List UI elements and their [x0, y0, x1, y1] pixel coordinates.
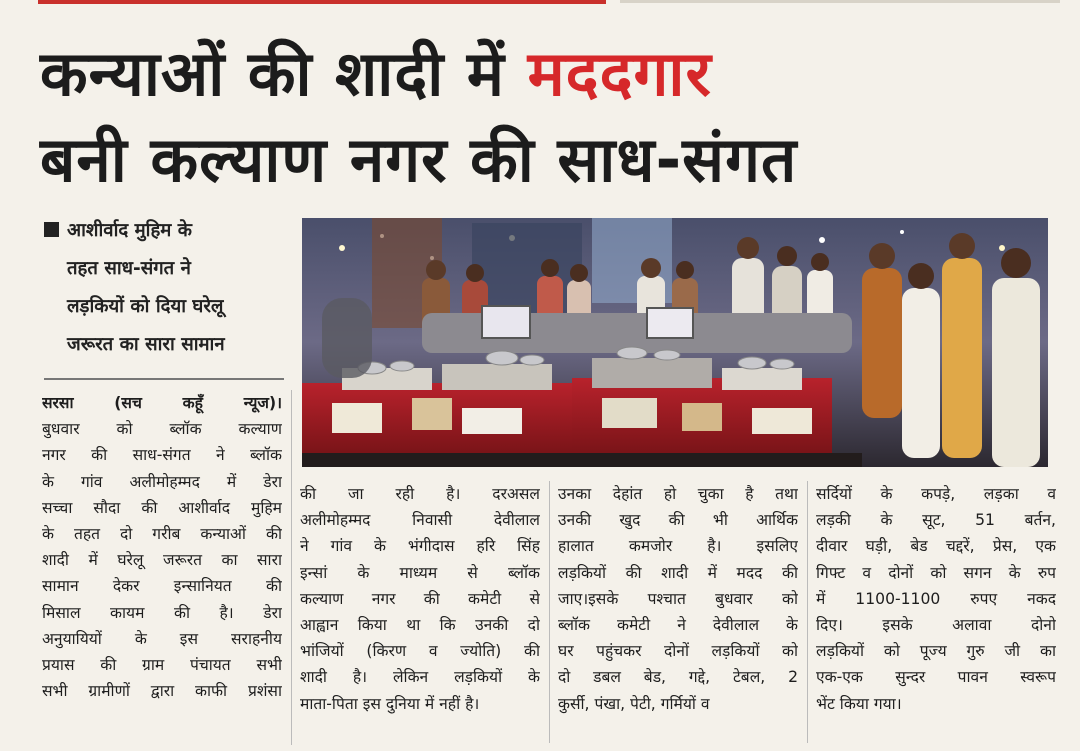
news-photo-image	[302, 218, 1048, 467]
article-line: आह्वान किया था कि उनकी दो	[300, 616, 540, 635]
subheadline-line-2: तहत साध-संगत ने	[67, 258, 191, 279]
top-accent-rule	[38, 0, 606, 4]
article-line: ने गांव के भंगीदास हरि सिंह	[300, 537, 540, 556]
article-column-4	[816, 481, 1056, 717]
subheadline	[44, 212, 284, 364]
article-line: सच्चा सौदा की आशीर्वाद मुहिम	[42, 498, 282, 517]
article-line: अनुयायियों के इस सराहनीय	[42, 629, 282, 648]
subheadline-line-1: आशीर्वाद मुहिम के	[44, 212, 284, 250]
article-column-1	[42, 390, 282, 704]
subheadline-divider	[44, 378, 284, 380]
article-line: में 1100-1100 रुपए नकद	[816, 589, 1056, 608]
article-line: हालात कमजोर है। इसलिए	[558, 537, 798, 556]
article-line: सर्दियों के कपड़े, लड़का व	[816, 485, 1056, 503]
article-line: लड़की के सूट, 51 बर्तन,	[816, 511, 1056, 530]
headline-line-1	[40, 38, 712, 110]
article-line: एक-एक सुन्दर पावन स्वरूप	[816, 668, 1056, 687]
article-line: के तहत दो गरीब कन्याओं की	[42, 525, 282, 544]
article-line: मिसाल कायम की है। डेरा	[42, 603, 282, 622]
article-dateline: सरसा (सच कहूँ न्यूज)।	[42, 394, 282, 412]
column-divider	[549, 481, 550, 743]
article-line: के गांव अलीमोहम्मद में डेरा	[42, 472, 282, 491]
news-photo	[302, 218, 1048, 467]
article-column-3	[558, 481, 798, 717]
article-line: जाए।इसके पश्चात बुधवार को	[558, 589, 798, 608]
article-line: सभी ग्रामीणों द्वारा काफी प्रशंसा	[42, 682, 282, 701]
article-line: उनका देहांत हो चुका है तथा	[558, 485, 798, 503]
top-faint-rule	[620, 0, 1060, 3]
article-line: दिए। इसके अलावा दोनो	[816, 616, 1056, 635]
article-line: प्रयास की ग्राम पंचायत सभी	[42, 656, 282, 675]
article-line: शादी में घरेलू जरूरत का सारा	[42, 551, 282, 570]
headline-accent: मददगार	[527, 37, 712, 110]
article-line: कल्याण नगर की कमेटी से	[300, 589, 540, 608]
article-line: शादी है। लेकिन लड़कियों के	[300, 668, 540, 687]
article-line: इन्सां के माध्यम से ब्लॉक	[300, 563, 540, 582]
article-line: बुधवार को ब्लॉक कल्याण	[42, 420, 282, 439]
article-line: दो डबल बेड, गद्दे, टेबल, 2	[558, 668, 798, 687]
article-line: की जा रही है। दरअसल	[300, 485, 540, 503]
headline-part-1: कन्याओं की शादी में	[40, 37, 528, 110]
article-line: घर पहुंचकर दोनों लड़कियों को	[558, 642, 798, 661]
article-line: गिफ्ट व दोनों को सगन के रुप	[816, 563, 1056, 582]
article-line: दीवार घड़ी, बेड चद्दरें, प्रेस, एक	[816, 537, 1056, 556]
article-line: कुर्सी, पंखा, पेटी, गर्मियों व	[558, 694, 710, 713]
article-line: उनकी खुद की भी आर्थिक	[558, 511, 798, 530]
article-line: नगर की साध-संगत ने ब्लॉक	[42, 446, 282, 465]
column-divider	[291, 390, 292, 745]
subheadline-line-4: जरूरत का सारा सामान	[67, 334, 225, 355]
column-divider	[807, 481, 808, 743]
article-line: भेंट किया गया।	[816, 694, 902, 713]
article-line: लड़कियों की शादी में मदद की	[558, 563, 798, 582]
article-line: माता-पिता इस दुनिया में नहीं है।	[300, 694, 480, 713]
article-line: ब्लॉक कमेटी ने देवीलाल के	[558, 616, 798, 635]
headline-line-2: बनी कल्याण नगर की साध-संगत	[40, 123, 798, 196]
subheadline-line-3: लड़कियों को दिया घरेलू	[67, 296, 224, 317]
article-line: लड़कियों को पूज्य गुरु जी का	[816, 642, 1056, 661]
article-line: अलीमोहम्मद निवासी देवीलाल	[300, 511, 540, 530]
bullet-square-icon	[44, 222, 59, 237]
article-column-2	[300, 481, 540, 717]
article-line: सामान देकर इन्सानियत की	[42, 577, 282, 596]
article-line: भांजियों (किरण व ज्योति) की	[300, 642, 540, 661]
